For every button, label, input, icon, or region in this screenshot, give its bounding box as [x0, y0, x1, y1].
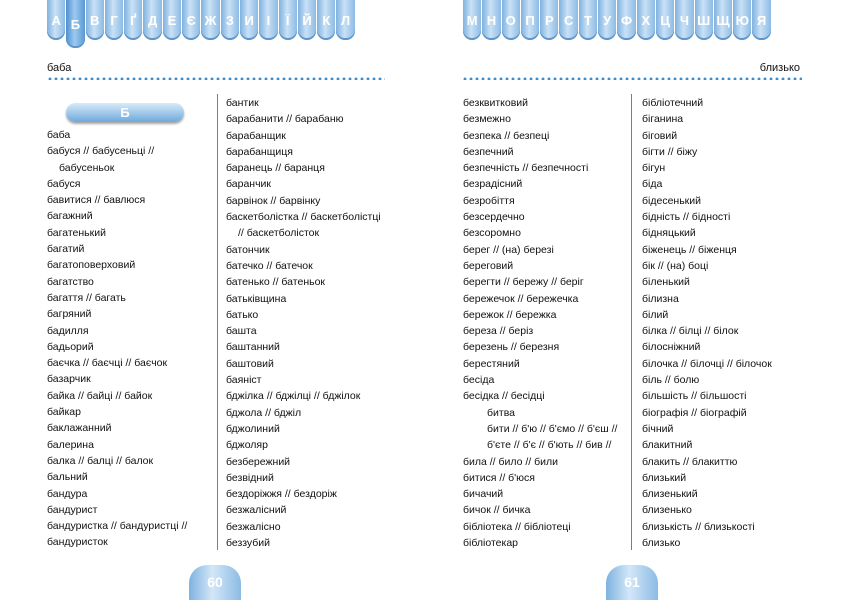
dictionary-entry: більшість // більшості: [642, 390, 747, 403]
dictionary-entry: бджолиний: [226, 422, 280, 435]
dictionary-entry: бадилля: [47, 324, 89, 337]
letter-tab[interactable]: А: [47, 0, 65, 40]
letter-tab[interactable]: Ф: [617, 0, 635, 40]
dictionary-entry: бандуристок: [47, 536, 108, 549]
dictionary-entry: батько: [226, 308, 259, 321]
dictionary-entry: баштовий: [226, 357, 274, 370]
letter-tab[interactable]: Ї: [279, 0, 297, 40]
dictionary-entry: бандура: [47, 487, 88, 500]
dictionary-entry: башта: [226, 325, 257, 338]
dictionary-entry: бідесенький: [642, 194, 701, 207]
dictionary-entry: береза // беріз: [463, 325, 534, 338]
dictionary-entry: беззубий: [226, 537, 271, 550]
dictionary-entry: бити // б'ю // б'ємо // б'єш //: [487, 422, 618, 435]
dictionary-entry: безвідний: [226, 471, 274, 484]
dictionary-entry: бандуристка // бандуристці //: [47, 520, 188, 533]
letter-tab[interactable]: У: [598, 0, 616, 40]
dictionary-entry: близький: [642, 471, 687, 484]
dictionary-entry: бічний: [642, 422, 674, 435]
column-divider-right: [631, 94, 632, 550]
dictionary-entry: бандурист: [47, 503, 98, 516]
page-number-left: 60: [189, 565, 241, 600]
letter-tab[interactable]: Ж: [201, 0, 219, 40]
dictionary-entry: баштанний: [226, 341, 280, 354]
dictionary-entry: багатоповерховий: [47, 259, 136, 272]
dictionary-entry: бичачий: [463, 488, 504, 501]
letter-tab[interactable]: Ю: [733, 0, 751, 40]
dictionary-entry: битва: [487, 406, 515, 419]
letter-tab[interactable]: Я: [752, 0, 770, 40]
dictionary-entry: безпека // безпеці: [463, 129, 550, 142]
dictionary-entry: бабуся: [47, 177, 81, 190]
letter-tab[interactable]: Щ: [714, 0, 732, 40]
dictionary-entry: білизна: [642, 292, 679, 305]
dictionary-entry: батончик: [226, 243, 270, 256]
dictionary-entry: бережок // бережка: [463, 308, 557, 321]
word-column-1: [47, 127, 187, 551]
dotted-rule-left: [47, 77, 385, 80]
letter-tab[interactable]: Х: [637, 0, 655, 40]
dictionary-entry: балерина: [47, 438, 94, 451]
dictionary-entry: безпечність // безпечності: [463, 162, 589, 175]
dictionary-entry: бантик: [226, 97, 259, 109]
dictionary-entry: біговий: [642, 129, 678, 142]
dictionary-entry: березень // березня: [463, 341, 560, 354]
running-header-left: баба: [47, 62, 72, 74]
dictionary-entry: безсоромно: [463, 227, 521, 240]
dictionary-entry: блакитний: [642, 439, 693, 452]
dictionary-entry: безбережний: [226, 455, 291, 468]
letter-tab[interactable]: И: [240, 0, 258, 40]
letter-tab[interactable]: К: [317, 0, 335, 40]
dictionary-entry: безпечний: [463, 145, 514, 158]
section-letter-badge: Б: [66, 103, 184, 122]
letter-tab[interactable]: В: [86, 0, 104, 40]
dictionary-entry: баєчка // баєчці // баєчок: [47, 357, 168, 370]
dictionary-entry: битися // б'юся: [463, 471, 535, 484]
dictionary-entry: біленький: [642, 276, 690, 289]
dictionary-entry: барабанщик: [226, 129, 286, 142]
dictionary-entry: байка // байці // байок: [47, 389, 153, 402]
dictionary-entry: балка // балці // балок: [47, 454, 154, 467]
word-column-2: [226, 95, 381, 551]
dictionary-entry: бібліотекар: [463, 537, 518, 550]
dictionary-entry: берег // (на) березі: [463, 243, 554, 256]
letter-tab[interactable]: І: [259, 0, 277, 40]
dictionary-entry: бадьорий: [47, 340, 94, 353]
dictionary-entry: бджола // бджіл: [226, 406, 302, 419]
dictionary-entry: багатий: [47, 243, 85, 256]
dictionary-entry: береговий: [463, 259, 514, 272]
dictionary-entry: безмежно: [463, 113, 511, 126]
dictionary-entry: багряний: [47, 308, 92, 321]
letter-tab[interactable]: П: [521, 0, 539, 40]
dictionary-entry: берегти // бережу // беріг: [463, 276, 584, 289]
dictionary-entry: безрадісний: [463, 178, 523, 191]
dictionary-entry: біженець // біженця: [642, 243, 737, 256]
dictionary-entry: бідняцький: [642, 227, 696, 240]
dictionary-entry: бідність // бідності: [642, 211, 731, 224]
alphabet-tabs-left: [47, 0, 356, 44]
dictionary-entry: бібліотечний: [642, 97, 704, 109]
letter-tab[interactable]: Д: [143, 0, 161, 40]
dictionary-entry: безквитковий: [463, 97, 529, 109]
dictionary-entry: багатство: [47, 275, 94, 288]
letter-tab[interactable]: С: [559, 0, 577, 40]
letter-tab[interactable]: М: [463, 0, 481, 40]
dictionary-entry: била // било // били: [463, 455, 559, 468]
dictionary-entry: білий: [642, 308, 669, 321]
dictionary-entry: бесідка // бесідці: [463, 390, 545, 403]
dictionary-entry: баранчик: [226, 178, 272, 191]
dictionary-entry: баба: [47, 129, 71, 141]
dictionary-entry: безжалісний: [226, 504, 287, 517]
dictionary-entry: біганина: [642, 113, 684, 126]
letter-tab[interactable]: Ґ: [124, 0, 142, 40]
dictionary-entry: баранець // баранця: [226, 162, 325, 175]
dictionary-entry: багаття // багать: [47, 291, 126, 304]
dictionary-entry: бігун: [642, 162, 666, 175]
dictionary-entry: бігти // біжу: [642, 145, 698, 158]
letter-tab[interactable]: Г: [105, 0, 123, 40]
dictionary-entry: батенько // батеньок: [226, 276, 326, 289]
letter-tab[interactable]: Ш: [695, 0, 713, 40]
letter-tab[interactable]: Ч: [675, 0, 693, 40]
dictionary-entry: бджоляр: [226, 439, 268, 452]
page-number-right: 61: [606, 565, 658, 600]
column-divider-left: [217, 94, 218, 550]
dictionary-entry: базарчик: [47, 373, 91, 386]
dictionary-entry: білосніжний: [642, 341, 701, 354]
letter-tab[interactable]: Е: [163, 0, 181, 40]
dictionary-entry: баскетболістка // баскетболістці: [226, 211, 381, 224]
dictionary-entry: бабуся // бабусеньці //: [47, 145, 155, 158]
dictionary-entry: барабанщиця: [226, 145, 293, 158]
dictionary-entry: білка // білці // білок: [642, 325, 739, 338]
dictionary-entry: баяніст: [226, 374, 262, 387]
dictionary-entry: бавитися // бавлюся: [47, 194, 146, 207]
dictionary-entry: // баскетболісток: [238, 227, 320, 240]
dictionary-entry: батьківщина: [226, 292, 287, 305]
letter-tab[interactable]: З: [221, 0, 239, 40]
dictionary-entry: бесіда: [463, 374, 495, 387]
dictionary-entry: байкар: [47, 406, 81, 419]
letter-tab[interactable]: Й: [298, 0, 316, 40]
word-column-3: [463, 95, 617, 551]
dictionary-entry: бальний: [47, 471, 88, 484]
dictionary-entry: безробіття: [463, 194, 515, 207]
letter-tab[interactable]: Ц: [656, 0, 674, 40]
dictionary-entry: багажний: [47, 210, 93, 223]
dictionary-entry: бережечок // бережечка: [463, 292, 579, 305]
dictionary-entry: бібліотека // бібліотеці: [463, 520, 571, 533]
dictionary-entry: батечко // батечок: [226, 259, 313, 272]
dictionary-entry: барвінок // барвінку: [226, 194, 321, 207]
dictionary-entry: баклажанний: [47, 422, 112, 435]
dotted-rule-right: [462, 77, 802, 80]
dictionary-entry: близько: [642, 537, 681, 550]
dictionary-entry: близькість // близькості: [642, 520, 755, 533]
letter-tab[interactable]: Т: [579, 0, 597, 40]
dictionary-entry: біда: [642, 178, 663, 191]
dictionary-entry: білочка // білочці // білочок: [642, 357, 772, 370]
dictionary-entry: біль // болю: [642, 374, 700, 387]
letter-tab[interactable]: О: [502, 0, 520, 40]
letter-tab[interactable]: Б: [66, 0, 84, 48]
letter-tab[interactable]: Л: [336, 0, 354, 40]
dictionary-entry: бджілка // бджілці // бджілок: [226, 390, 361, 403]
dictionary-entry: берестяний: [463, 357, 520, 370]
alphabet-tabs-right: [463, 0, 772, 44]
dictionary-entry: блакить // блакиттю: [642, 455, 738, 468]
dictionary-entry: бік // (на) боці: [642, 259, 709, 272]
running-header-right: близько: [759, 62, 800, 74]
dictionary-entry: близенько: [642, 504, 692, 517]
dictionary-entry: безсердечно: [463, 211, 525, 224]
dictionary-entry: безжалісно: [226, 520, 281, 533]
letter-tab[interactable]: Р: [540, 0, 558, 40]
dictionary-entry: близенький: [642, 488, 698, 501]
dictionary-entry: бездоріжжя // бездоріж: [226, 488, 337, 501]
dictionary-entry: бабусеньок: [59, 161, 115, 174]
dictionary-entry: біографія // біографій: [642, 406, 747, 419]
dictionary-entry: барабанити // барабаню: [226, 113, 344, 126]
dictionary-entry: багатенький: [47, 226, 106, 239]
letter-tab[interactable]: Є: [182, 0, 200, 40]
dictionary-entry: б'єте // б'є // б'ють // бив //: [487, 439, 612, 452]
letter-tab[interactable]: Н: [482, 0, 500, 40]
dictionary-entry: бичок // бичка: [463, 504, 531, 517]
word-column-4: [642, 95, 772, 551]
